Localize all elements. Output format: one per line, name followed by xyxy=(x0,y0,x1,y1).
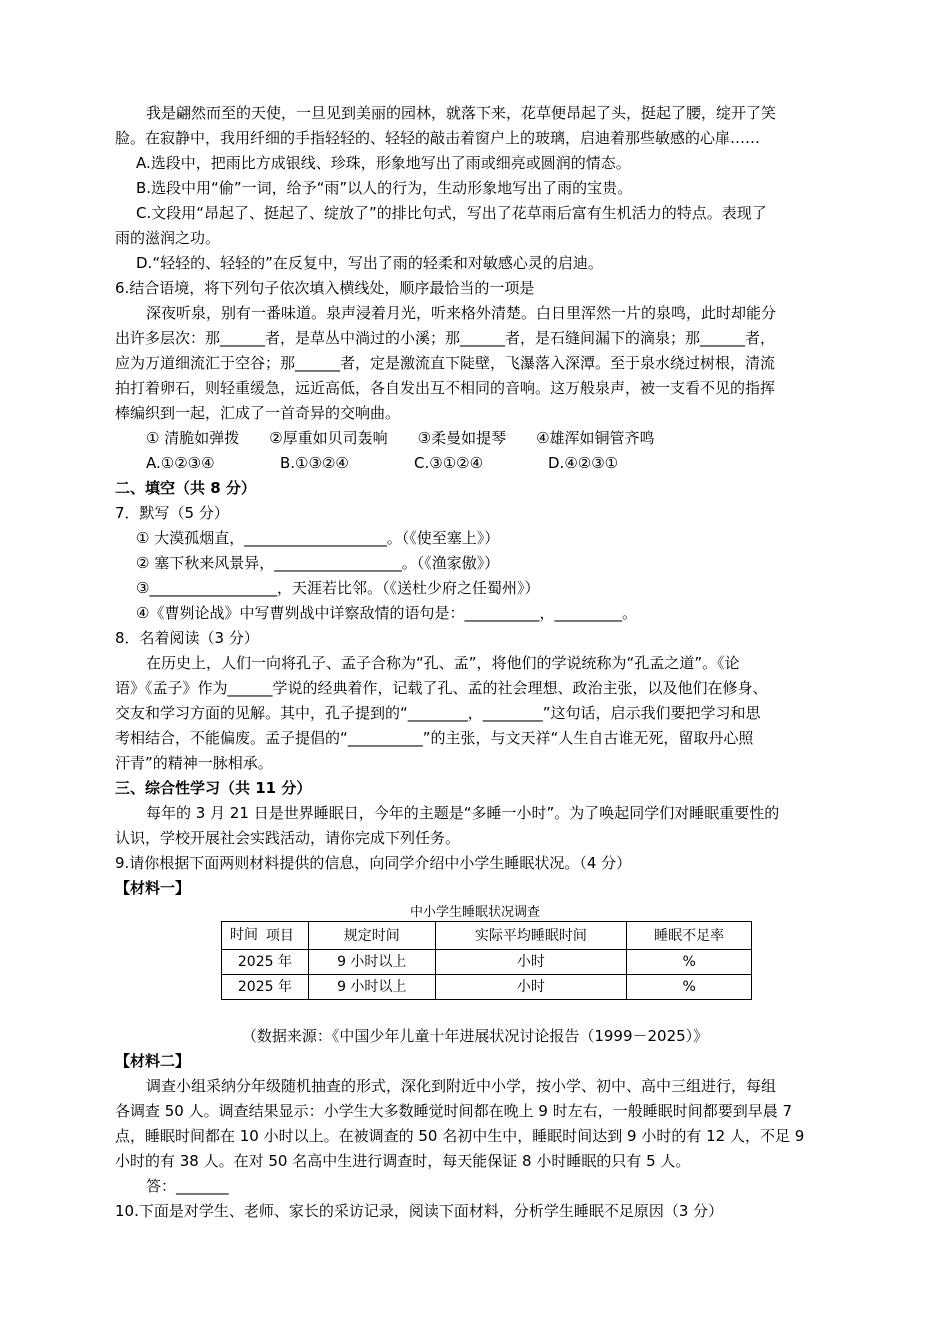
table-corner-cell xyxy=(222,922,309,950)
column-header: 睡眠不足率 xyxy=(627,922,752,950)
material1-label: 【材料一】 xyxy=(115,879,191,897)
q6-line: 深夜听泉，别有一番味道。泉声浸着月光，听来格外清楚。白日里浑然一片的泉鸣，此时却能分 xyxy=(146,304,777,322)
table-row xyxy=(222,950,752,975)
q7-item: ③_________________，天涯若比邻。（《送杜少府之任蜀州》） xyxy=(136,579,540,597)
section3-title: 三、综合性学习（共 11 分） xyxy=(115,779,312,797)
q6-stem: 6.结合语境，将下列句子依次填入横线处，顺序最恰当的一项是 xyxy=(115,279,535,297)
table-source: （数据来源：《中国少年儿童十年进展状况讨论报告（1999－2025）》 xyxy=(241,1027,709,1045)
q10-stem: 10.下面是对学生、老师、家长的采访记录，阅读下面材料，分析学生睡眠不足原因（3 分） xyxy=(115,1202,724,1220)
q6-answer-a: A.①②③④ xyxy=(146,454,215,472)
material2-line: 点，睡眠时间都在 10 小时以上。在被调查的 50 名初中生中，睡眠时间达到 9 小时的有 12 人，不足 9 xyxy=(115,1127,805,1145)
q9-stem: 9.请你根据下面两则材料提供的信息，向同学介绍中小学生睡眠状况。（4 分） xyxy=(115,854,632,872)
q8-line: 交友和学习方面的见解。其中，孔子提到的“________，________”这句话，启示我们要把学习和思 xyxy=(115,704,761,722)
q6-line: 棒编织到一起，汇成了一首奇异的交响曲。 xyxy=(115,404,401,422)
table-row xyxy=(222,975,752,1000)
table-cell: % xyxy=(627,950,752,975)
q8-title: 8．名着阅读（3 分） xyxy=(115,629,259,647)
header-time-label: 时间 xyxy=(230,927,258,943)
q8-line: 在历史上，人们一向将孔子、孟子合称为“孔、孟”，将他们的学说统称为“孔孟之道”。《论 xyxy=(146,654,740,672)
q7-item: ④《曹刿论战》中写曹刿战中详察敌情的语句是：__________，_________。 xyxy=(136,604,637,622)
passage-line: 脸。在寂静中，我用纤细的手指轻轻的、轻轻的敲击着窗户上的玻璃，启迪着那些敏感的心扉…… xyxy=(115,129,761,147)
table-cell: 小时 xyxy=(435,975,627,1000)
q7-item: ② 塞下秋来风景异，_________________。（《渔家傲》） xyxy=(136,554,500,572)
section3-intro: 认识，学校开展社会实践活动，请你完成下列任务。 xyxy=(115,829,461,847)
q6-line: 拍打着卵石，则轻重缓急，远近高低，各自发出互不相同的音响。这万般泉声，被一支看不见的指挥 xyxy=(115,379,776,397)
q8-line: 考相结合，不能偏废。孟子提倡的“__________”的主张，与文天祥“人生自古谁无死，留取丹心照 xyxy=(115,729,754,747)
section2-title: 二、填空（共 8 分） xyxy=(115,479,256,497)
q7-title: 7．默写（5 分） xyxy=(115,504,229,522)
material2-line: 小时的有 38 人。在对 50 名高中生进行调查时，每天能保证 8 小时睡眠的只有 5 人。 xyxy=(115,1152,691,1170)
q9-answer[interactable]: 答：_______ xyxy=(146,1177,229,1195)
table-cell: 2025 年 xyxy=(222,950,309,975)
q6-line: 应为万道细流汇于空谷；那______者，定是激流直下陡壁，飞瀑落入深潭。至于泉水绕过树根，清流 xyxy=(115,354,776,372)
q6-line: 出许多层次：那______者，是草丛中淌过的小溪；那______者，是石缝间漏下的滴泉；那______者， xyxy=(115,329,776,347)
table-header-row xyxy=(222,922,752,950)
material2-label: 【材料二】 xyxy=(115,1052,191,1070)
q6-choices: ① 清脆如弹拨 ②厚重如贝司轰响 ③柔曼如提琴 ④雄浑如铜管齐鸣 xyxy=(146,429,655,447)
material2-line: 各调查 50 人。调查结果显示：小学生大多数睡觉时间都在晚上 9 时左右，一般睡眠时间都要到早晨 7 xyxy=(115,1102,793,1120)
header-item-label: 项目 xyxy=(265,928,294,944)
section3-intro: 每年的 3 月 21 日是世界睡眠日，今年的主题是“多睡一小时”。为了唤起同学们对睡眠重要性的 xyxy=(146,804,780,822)
table-cell: % xyxy=(627,975,752,1000)
table-cell: 9 小时以上 xyxy=(308,975,435,1000)
column-header: 实际平均睡眠时间 xyxy=(435,922,627,950)
q5-option-a: A.选段中，把雨比方成银线、珍珠，形象地写出了雨或细亮或圆润的情态。 xyxy=(136,154,631,172)
table-caption: 中小学生睡眠状况调查 xyxy=(409,905,540,920)
table-cell: 9 小时以上 xyxy=(308,950,435,975)
q6-answer-d: D.④②③① xyxy=(548,454,619,472)
passage-line: 我是翩然而至的天使，一旦见到美丽的园林，就落下来，花草便昂起了头，挺起了腰，绽开了笑 xyxy=(146,104,777,122)
q8-line: 汗青”的精神一脉相承。 xyxy=(115,754,273,772)
q5-option-d: D.“轻轻的、轻轻的”在反复中，写出了雨的轻柔和对敏感心灵的启迪。 xyxy=(136,254,603,272)
q5-option-b: B.选段中用“偷”一词，给予“雨”以人的行为，生动形象地写出了雨的宝贵。 xyxy=(136,179,633,197)
column-header: 规定时间 xyxy=(308,922,435,950)
q5-option-c-cont: 雨的滋润之功。 xyxy=(115,229,221,247)
q7-item: ① 大漠孤烟直，___________________。（《使至塞上》） xyxy=(136,529,500,547)
table-cell: 小时 xyxy=(435,950,627,975)
table-cell: 2025 年 xyxy=(222,975,309,1000)
q5-option-c: C.文段用“昂起了、挺起了、绽放了”的排比句式，写出了花草雨后富有生机活力的特点。表现了 xyxy=(136,204,767,222)
material2-line: 调查小组采纳分年级随机抽查的形式，深化到附近中小学，按小学、初中、高中三组进行，每组 xyxy=(146,1077,777,1095)
q6-answer-c: C.③①②④ xyxy=(414,454,484,472)
q8-line: 语》《孟子》作为______学说的经典着作，记载了孔、孟的社会理想、政治主张，以及他们在修身、 xyxy=(115,679,768,697)
sleep-survey-table xyxy=(221,921,752,1000)
q6-answer-b: B.①③②④ xyxy=(280,454,349,472)
